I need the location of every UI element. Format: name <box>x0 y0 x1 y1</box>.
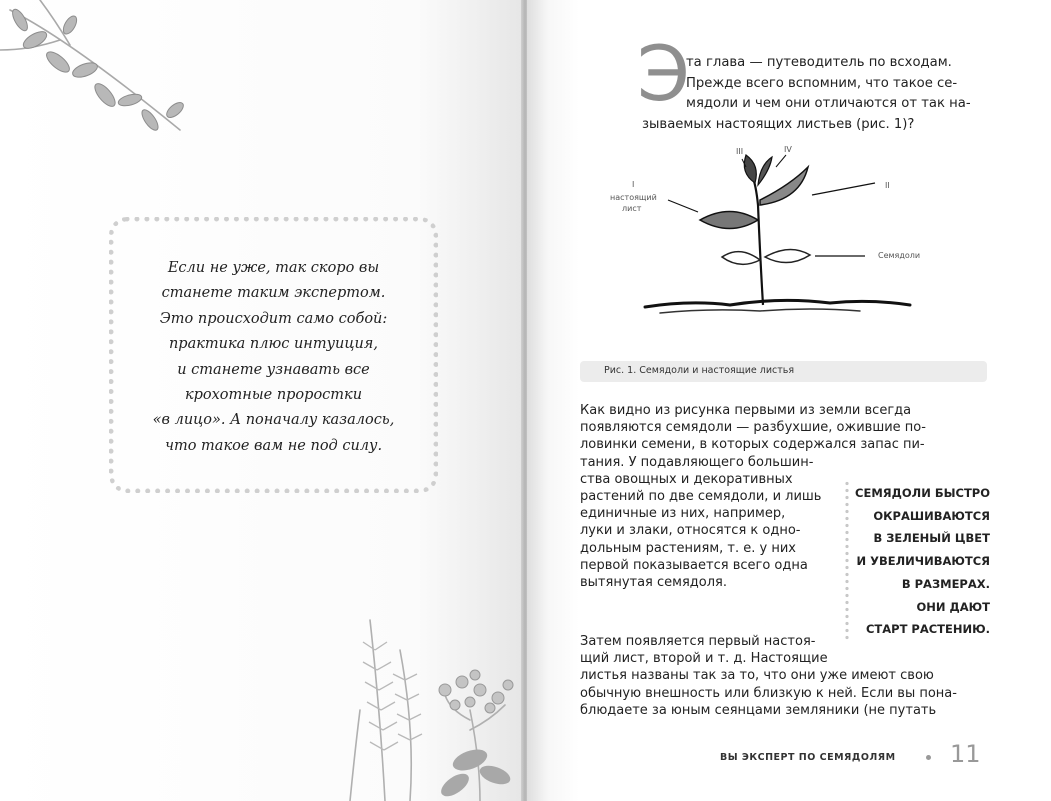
pull-quote-line: ОНИ ДАЮТ <box>916 599 990 614</box>
seedling-illustration <box>600 145 970 345</box>
leaf-branch-decoration <box>0 0 200 150</box>
text-line: тания. У подавляющего большин- <box>580 454 814 470</box>
pull-quote-line: В РАЗМЕРАХ. <box>901 576 990 591</box>
callout-line: станете таким экспертом. <box>161 285 386 302</box>
pull-quote-line: СТАРТ РАСТЕНИЮ. <box>865 622 990 637</box>
callout-line: крохотные проростки <box>184 387 363 404</box>
quote-callout-box <box>109 217 438 493</box>
text-line: Затем появляется первый настоя- <box>580 634 816 649</box>
paragraph-2 <box>580 633 985 719</box>
label-cotyledons: Семядоли <box>878 251 921 260</box>
callout-line: Это происходит само собой: <box>159 310 388 327</box>
text-line: вытянутая семядоля. <box>580 575 727 591</box>
callout-line: и станете узнавать все <box>177 361 370 378</box>
intro-line: зываемых настоящих листьев (рис. 1)? <box>642 117 915 132</box>
bullet-dot-icon <box>926 755 931 760</box>
seedling-figure <box>600 145 970 345</box>
pull-quote <box>850 482 990 641</box>
herb-decoration <box>330 610 523 801</box>
pull-quote-line: И УВЕЛИЧИВАЮТСЯ <box>856 554 990 569</box>
text-line: появляются семядоли — разбухшие, ожившие по- <box>580 420 926 436</box>
text-line: растений по две семядоли, и лишь <box>580 489 822 505</box>
callout-text <box>114 256 433 459</box>
page-number: 11 <box>950 740 981 768</box>
left-page <box>0 0 523 801</box>
text-line: первой показывается всего одна <box>580 557 808 573</box>
text-line: луки и злаки, относятся к одно- <box>580 523 801 539</box>
intro-line: та глава — путеводитель по всходам. <box>686 55 952 70</box>
drop-cap: Э <box>637 29 691 118</box>
text-line: щий лист, второй и т. д. Настоящие <box>580 651 828 667</box>
text-line: ства овощных и декоративных <box>580 471 793 487</box>
pull-quote-line: ОКРАШИВАЮТСЯ <box>873 508 990 523</box>
text-line: Как видно из рисунка первыми из земли всегда <box>580 403 912 418</box>
caption-text: Рис. 1. Семядоли и настоящие листья <box>604 365 795 376</box>
text-line: единичные из них, например, <box>580 506 786 522</box>
figure-caption <box>580 361 987 382</box>
callout-line: практика плюс интуиция, <box>168 336 379 353</box>
text-line: блюдаете за юным сеянцами земляники (не путать <box>580 702 937 718</box>
text-line: обычную внешность или близкую к ней. Если вы пона- <box>580 685 957 701</box>
label-ii: II <box>885 181 890 190</box>
label-i-desc: лист <box>622 204 642 213</box>
intro-paragraph <box>686 53 976 115</box>
text-line: листья названы так за то, что они уже имеют свою <box>580 668 934 684</box>
label-iii: III <box>736 147 744 156</box>
intro-line: мядоли и чем они отличаются от так на- <box>686 96 971 111</box>
label-iv: IV <box>784 145 792 154</box>
pull-quote-line: В ЗЕЛЕНЫЙ ЦВЕТ <box>873 531 990 546</box>
callout-line: «в лицо». А поначалу казалось, <box>152 412 395 429</box>
label-i: I <box>632 180 635 189</box>
callout-line: Если не уже, так скоро вы <box>167 260 380 276</box>
pull-quote-line: СЕМЯДОЛИ БЫСТРО <box>855 486 990 500</box>
callout-line: что такое вам не под силу. <box>164 437 383 454</box>
intro-line: Прежде всего вспомним, что такое се- <box>686 75 958 91</box>
text-line: дольным растениям, т. е. у них <box>580 540 796 556</box>
pull-quote-divider <box>845 480 849 642</box>
label-i-desc: настоящий <box>610 193 657 202</box>
running-head: ВЫ ЭКСПЕРТ ПО СЕМЯДОЛЯМ <box>720 752 896 763</box>
text-line: ловинки семени, в которых содержался запас пи- <box>580 437 925 453</box>
